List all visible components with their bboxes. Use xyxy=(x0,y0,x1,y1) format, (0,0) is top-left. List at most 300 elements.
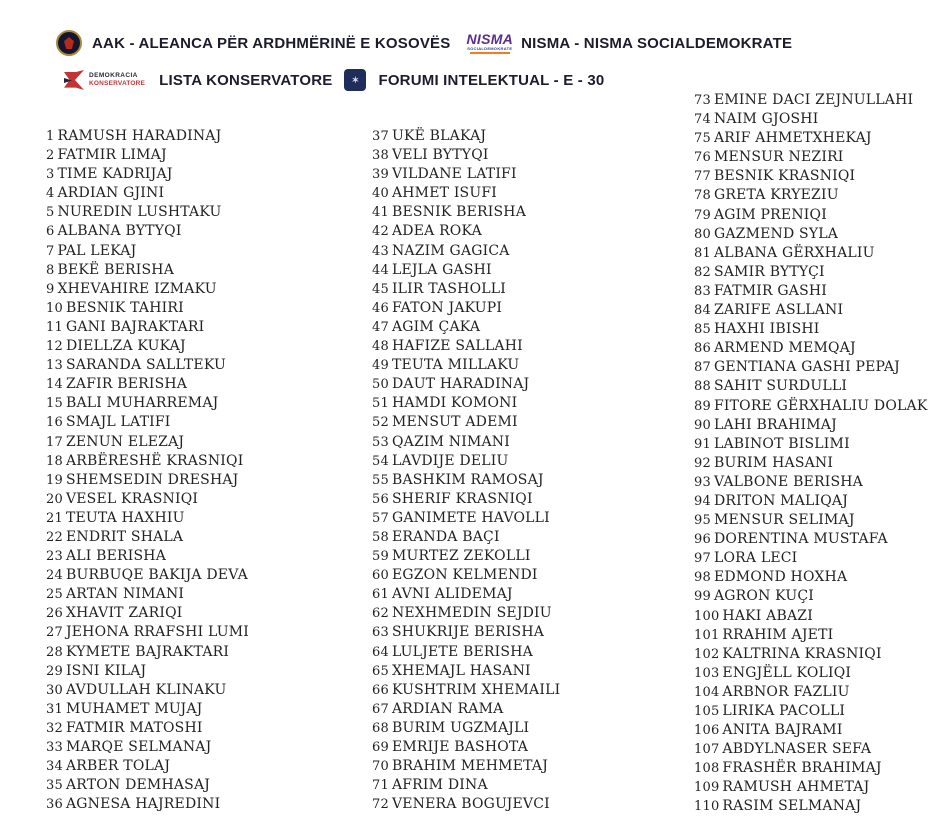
candidate-number: 51 xyxy=(372,396,389,412)
candidate-number: 6 xyxy=(46,224,55,240)
candidate-name: EMINE DACI ZEJNULLAHI xyxy=(713,92,914,108)
list-item xyxy=(694,339,928,358)
candidate-number: 74 xyxy=(694,112,711,128)
candidate-name: BALI MUHARREMAJ xyxy=(65,395,219,412)
candidate-number: 27 xyxy=(46,625,63,641)
candidate-name: RAMUSH AHMETAJ xyxy=(722,779,870,796)
list-item xyxy=(46,203,249,222)
demokracia-konservatore-logo-text xyxy=(89,72,145,88)
list-item xyxy=(372,509,560,528)
candidate-number: 69 xyxy=(372,740,389,755)
list-item xyxy=(694,607,928,626)
candidate-number: 13 xyxy=(46,358,63,374)
candidate-name: ENDRIT SHALA xyxy=(65,528,184,545)
candidate-name: KALTRINA KRASNIQI xyxy=(722,645,882,662)
candidate-name: ARTON DEMHASAJ xyxy=(65,777,211,794)
candidate-number: 64 xyxy=(372,644,389,660)
candidate-name: AHMET ISUFI xyxy=(391,185,497,202)
candidate-name: BESNIK TAHIRI xyxy=(65,299,184,316)
dk-logo-line2: KONSERVATORE xyxy=(89,80,146,87)
candidate-name: FITORE GËRXHALIU DOLAK xyxy=(713,397,928,414)
candidate-number: 89 xyxy=(694,398,711,414)
list-item xyxy=(46,662,249,681)
candidate-number: 101 xyxy=(694,627,720,643)
aak-party-label: AAK - ALEANCA PËR ARDHMËRINË E KOSOVËS xyxy=(92,34,451,52)
candidate-number: 43 xyxy=(372,243,389,259)
candidate-number: 77 xyxy=(694,169,711,185)
candidate-name: GRETA KRYEZIU xyxy=(713,187,839,204)
list-item xyxy=(694,225,928,244)
candidate-name: SHERIF KRASNIQI xyxy=(391,490,533,507)
list-item xyxy=(372,413,560,432)
candidate-name: MURTEZ ZEKOLLI xyxy=(391,548,531,565)
candidate-name: ENGJËLL KOLIQI xyxy=(722,664,852,681)
list-item xyxy=(372,471,560,490)
candidate-number: 105 xyxy=(694,704,720,719)
candidate-number: 50 xyxy=(372,377,389,393)
list-item xyxy=(694,797,928,816)
list-item xyxy=(372,795,560,814)
candidate-number: 10 xyxy=(46,300,63,316)
candidate-number: 2 xyxy=(46,148,55,164)
candidate-column-1 xyxy=(46,127,249,814)
candidate-name: AVDULLAH KLINAKU xyxy=(65,681,227,698)
candidate-number: 54 xyxy=(372,453,389,469)
candidate-name: BESNIK KRASNIQI xyxy=(713,168,856,185)
dk-logo-line1: DEMOKRACIA xyxy=(89,72,138,79)
candidate-name: KYMETE BAJRAKTARI xyxy=(65,643,230,660)
candidate-number: 84 xyxy=(694,303,711,319)
candidate-number: 109 xyxy=(694,780,720,796)
candidate-name: LEJLA GASHI xyxy=(391,261,492,278)
list-item xyxy=(694,301,928,320)
candidate-name: XHEMAJL HASANI xyxy=(391,662,531,679)
list-item xyxy=(694,530,928,549)
lista-konservatore-label: LISTA KONSERVATORE xyxy=(159,71,333,89)
candidate-name: FRASHËR BRAHIMAJ xyxy=(722,760,882,777)
candidate-name: ABDYLNASER SEFA xyxy=(722,741,872,758)
list-item xyxy=(694,587,928,606)
candidate-column-3 xyxy=(694,91,928,817)
candidate-number: 22 xyxy=(46,529,63,545)
candidate-number: 86 xyxy=(694,341,711,357)
candidate-name: AGIM PRENIQI xyxy=(713,206,827,223)
candidate-name: LABINOT BISLIMI xyxy=(713,435,850,452)
candidate-name: FATON JAKUPI xyxy=(391,299,503,316)
candidate-name: ALI BERISHA xyxy=(65,548,167,565)
candidate-name: RASIM SELMANAJ xyxy=(722,798,862,815)
list-item xyxy=(372,757,560,776)
candidate-name: JEHONA RRAFSHI LUMI xyxy=(65,624,249,641)
candidate-name: DRITON MALIQAJ xyxy=(713,492,849,509)
candidate-number: 45 xyxy=(372,281,389,297)
list-item xyxy=(372,662,560,681)
candidate-number: 37 xyxy=(372,129,389,144)
candidate-number: 60 xyxy=(372,568,389,584)
candidate-number: 81 xyxy=(694,245,711,261)
candidate-number: 110 xyxy=(694,799,720,815)
list-item xyxy=(372,719,560,738)
list-item xyxy=(694,397,928,416)
list-item xyxy=(46,394,249,413)
candidate-name: SARANDA SALLTEKU xyxy=(65,357,227,374)
candidate-name: SHUKRIJE BERISHA xyxy=(391,624,545,641)
candidate-name: ARDIAN GJINI xyxy=(57,185,165,202)
list-item xyxy=(694,377,928,396)
candidate-number: 108 xyxy=(694,761,720,777)
list-item xyxy=(372,337,560,356)
candidate-name: BURBUQE BAKIJA DEVA xyxy=(65,567,248,584)
candidate-number: 38 xyxy=(372,148,389,164)
candidate-number: 87 xyxy=(694,360,711,376)
candidate-number: 47 xyxy=(372,319,389,335)
candidate-name: MUHAMET MUJAJ xyxy=(65,700,203,717)
candidate-name: VILDANE LATIFI xyxy=(391,166,517,183)
list-item xyxy=(372,146,560,165)
nisma-party-label: NISMA - NISMA SOCIALDEMOKRATE xyxy=(521,34,793,52)
candidate-number: 107 xyxy=(694,742,720,758)
candidate-number: 75 xyxy=(694,131,711,147)
candidate-name: NAZIM GAGICA xyxy=(391,242,510,259)
candidate-number: 102 xyxy=(694,646,720,662)
list-item xyxy=(694,645,928,664)
candidate-name: FATMIR MATOSHI xyxy=(65,719,203,736)
candidate-number: 42 xyxy=(372,224,389,240)
aak-emblem-icon xyxy=(56,30,82,56)
candidate-number: 46 xyxy=(372,300,389,316)
list-item xyxy=(372,394,560,413)
list-item xyxy=(46,184,249,203)
candidate-name: RAMUSH HARADINAJ xyxy=(57,128,222,144)
list-item xyxy=(372,566,560,585)
candidate-name: NEXHMEDIN SEJDIU xyxy=(391,605,552,622)
list-item xyxy=(694,206,928,225)
candidate-number: 65 xyxy=(372,663,389,679)
candidate-name: HAKI ABAZI xyxy=(722,607,813,624)
candidate-number: 24 xyxy=(46,568,63,584)
candidate-name: SHEMSEDIN DRESHAJ xyxy=(65,471,239,488)
candidate-number: 104 xyxy=(694,684,720,700)
candidate-number: 28 xyxy=(46,644,63,660)
list-item xyxy=(694,263,928,282)
candidate-number: 14 xyxy=(46,377,63,393)
list-item xyxy=(372,738,560,757)
candidate-number: 16 xyxy=(46,415,63,431)
candidate-number: 93 xyxy=(694,474,711,490)
candidate-number: 72 xyxy=(372,797,389,813)
list-item xyxy=(46,413,249,432)
candidate-name: XHAVIT ZARIQI xyxy=(65,605,183,622)
candidate-name: ERANDA BAÇI xyxy=(391,528,500,545)
candidate-number: 20 xyxy=(46,491,63,507)
candidate-name: QAZIM NIMANI xyxy=(391,433,510,450)
candidate-name: VENERA BOGUJEVCI xyxy=(391,796,550,813)
list-item xyxy=(694,511,928,530)
candidate-name: DAUT HARADINAJ xyxy=(391,376,530,393)
list-item xyxy=(46,681,249,700)
list-item xyxy=(694,129,928,148)
list-item xyxy=(694,721,928,740)
nisma-logo-icon xyxy=(466,32,513,54)
candidate-name: ZAFIR BERISHA xyxy=(65,376,188,393)
candidate-number: 1 xyxy=(46,129,55,144)
candidate-number: 52 xyxy=(372,415,389,431)
candidate-number: 95 xyxy=(694,513,711,529)
list-item xyxy=(372,261,560,280)
list-item xyxy=(46,585,249,604)
candidate-number: 88 xyxy=(694,379,711,395)
list-item xyxy=(372,681,560,700)
list-item xyxy=(372,604,560,623)
candidate-name: ARBËRESHË KRASNIQI xyxy=(65,452,244,469)
candidate-name: AFRIM DINA xyxy=(391,777,488,794)
candidate-number: 61 xyxy=(372,587,389,603)
candidate-name: AGNESA HAJREDINI xyxy=(65,796,221,813)
candidate-number: 8 xyxy=(46,262,55,278)
candidate-name: ARTAN NIMANI xyxy=(65,586,185,603)
candidate-number: 103 xyxy=(694,665,720,681)
candidate-number: 49 xyxy=(372,358,389,374)
candidate-name: ADEA ROKA xyxy=(391,223,482,240)
list-item xyxy=(694,473,928,492)
list-item xyxy=(46,433,249,452)
list-item xyxy=(694,759,928,778)
list-item xyxy=(46,242,249,261)
candidate-number: 96 xyxy=(694,532,711,548)
list-item xyxy=(46,547,249,566)
candidate-number: 56 xyxy=(372,491,389,507)
list-item xyxy=(46,299,249,318)
list-item xyxy=(46,318,249,337)
candidate-name: ARBER TOLAJ xyxy=(65,758,171,775)
candidate-number: 41 xyxy=(372,205,389,221)
candidate-name: AGIM ÇAKA xyxy=(391,318,481,335)
list-item xyxy=(372,375,560,394)
candidate-number: 83 xyxy=(694,283,711,299)
list-item xyxy=(46,337,249,356)
list-item xyxy=(694,683,928,702)
candidate-name: AGRON KUÇI xyxy=(713,588,814,605)
candidate-name: GENTIANA GASHI PEPAJ xyxy=(713,359,900,376)
list-item xyxy=(372,700,560,719)
candidate-number: 19 xyxy=(46,472,63,488)
candidate-name: LORA LECI xyxy=(713,550,798,567)
list-item xyxy=(372,528,560,547)
candidate-name: SAHIT SURDULLI xyxy=(713,378,848,395)
list-item xyxy=(694,435,928,454)
list-item xyxy=(46,757,249,776)
list-item xyxy=(694,282,928,301)
list-item xyxy=(46,280,249,299)
candidate-number: 91 xyxy=(694,436,711,452)
list-item xyxy=(372,222,560,241)
list-item xyxy=(694,626,928,645)
list-item xyxy=(46,776,249,795)
candidate-number: 23 xyxy=(46,549,63,565)
candidate-name: VELI BYTYQI xyxy=(391,147,489,164)
list-item xyxy=(372,643,560,662)
candidate-number: 79 xyxy=(694,207,711,223)
candidate-name: BASHKIM RAMOSAJ xyxy=(391,471,544,488)
list-item xyxy=(372,356,560,375)
candidate-name: MENSUR SELIMAJ xyxy=(713,512,855,529)
candidate-number: 29 xyxy=(46,663,63,679)
candidate-number: 63 xyxy=(372,625,389,641)
candidate-name: ARDIAN RAMA xyxy=(391,700,504,717)
candidate-name: LAHI BRAHIMAJ xyxy=(713,416,837,433)
candidate-number: 98 xyxy=(694,570,711,586)
candidate-number: 68 xyxy=(372,720,389,736)
candidate-name: DORENTINA MUSTAFA xyxy=(713,531,888,548)
candidate-name: ARMEND MEMQAJ xyxy=(713,340,856,357)
list-item xyxy=(372,547,560,566)
candidate-name: NAIM GJOSHI xyxy=(713,111,819,128)
candidate-column-2 xyxy=(372,127,560,814)
candidate-number: 7 xyxy=(46,243,55,259)
candidate-number: 58 xyxy=(372,529,389,545)
candidate-number: 44 xyxy=(372,262,389,278)
candidate-number: 11 xyxy=(46,319,63,335)
candidate-number: 82 xyxy=(694,264,711,280)
list-item xyxy=(694,186,928,205)
candidate-name: TEUTA HAXHIU xyxy=(65,509,185,526)
candidate-number: 94 xyxy=(694,493,711,509)
list-item xyxy=(694,702,928,721)
list-item xyxy=(46,471,249,490)
candidate-name: RRAHIM AJETI xyxy=(722,626,834,643)
list-item xyxy=(46,356,249,375)
candidate-number: 71 xyxy=(372,778,389,794)
forumi-intelektual-label: FORUMI INTELEKTUAL - E - 30 xyxy=(378,71,605,89)
list-item xyxy=(694,549,928,568)
candidate-name: ALBANA BYTYQI xyxy=(57,223,182,240)
demokracia-konservatore-mark-icon xyxy=(64,70,84,90)
header-line-2 xyxy=(64,64,604,96)
candidate-number: 31 xyxy=(46,701,63,717)
candidate-number: 59 xyxy=(372,549,389,565)
list-item xyxy=(372,433,560,452)
list-item xyxy=(46,643,249,662)
candidate-number: 53 xyxy=(372,434,389,450)
list-item xyxy=(694,148,928,167)
list-item xyxy=(46,222,249,241)
list-item xyxy=(46,566,249,585)
list-item xyxy=(46,375,249,394)
candidate-name: KUSHTRIM XHEMAILI xyxy=(391,681,561,698)
candidate-name: BRAHIM MEHMETAJ xyxy=(391,758,549,775)
list-item xyxy=(372,203,560,222)
list-item xyxy=(694,91,928,110)
candidate-name: DIELLZA KUKAJ xyxy=(65,338,186,355)
list-item xyxy=(46,528,249,547)
candidate-number: 73 xyxy=(694,93,711,108)
list-item xyxy=(694,110,928,129)
candidate-name: GAZMEND SYLA xyxy=(713,225,839,242)
nisma-underline-bar xyxy=(470,52,510,54)
candidate-number: 9 xyxy=(46,281,55,297)
list-item xyxy=(694,454,928,473)
candidate-number: 18 xyxy=(46,453,63,469)
candidate-number: 35 xyxy=(46,778,63,794)
list-item xyxy=(46,795,249,814)
candidate-number: 36 xyxy=(46,797,63,813)
list-item xyxy=(46,490,249,509)
list-item xyxy=(372,165,560,184)
candidate-number: 99 xyxy=(694,589,711,605)
candidate-name: GANI BAJRAKTARI xyxy=(65,318,205,335)
list-item xyxy=(694,568,928,587)
list-item xyxy=(46,146,249,165)
candidate-name: FATMIR LIMAJ xyxy=(57,147,167,164)
candidate-name: AVNI ALIDEMAJ xyxy=(391,586,513,603)
list-item xyxy=(46,738,249,757)
candidate-number: 106 xyxy=(694,723,720,739)
candidate-name: EMRIJE BASHOTA xyxy=(391,739,529,755)
list-item xyxy=(694,167,928,186)
list-item xyxy=(46,623,249,642)
candidate-name: ARBNOR FAZLIU xyxy=(722,683,850,700)
list-item xyxy=(372,776,560,795)
list-item xyxy=(694,492,928,511)
list-item xyxy=(46,719,249,738)
candidate-name: HAMDI KOMONI xyxy=(391,395,518,412)
candidate-number: 30 xyxy=(46,682,63,698)
candidate-number: 3 xyxy=(46,167,55,183)
candidate-name: BURIM UGZMAJLI xyxy=(391,719,530,736)
list-item xyxy=(694,664,928,683)
candidate-name: EGZON KELMENDI xyxy=(391,567,538,584)
candidate-name: ILIR TASHOLLI xyxy=(391,280,506,297)
candidate-name: ALBANA GËRXHALIU xyxy=(713,244,875,261)
nisma-wordmark-text: NISMA xyxy=(466,31,514,47)
candidate-name: ZENUN ELEZAJ xyxy=(65,433,185,450)
list-item xyxy=(372,299,560,318)
list-item xyxy=(372,242,560,261)
candidate-name: NUREDIN LUSHTAKU xyxy=(57,204,222,221)
candidate-name: SMAJL LATIFI xyxy=(65,414,171,431)
candidate-number: 4 xyxy=(46,186,55,202)
candidate-name: SAMIR BYTYÇI xyxy=(713,263,825,280)
candidate-number: 26 xyxy=(46,606,63,622)
candidate-name: MARQE SELMANAJ xyxy=(65,739,212,755)
candidate-number: 33 xyxy=(46,740,63,755)
candidate-number: 57 xyxy=(372,510,389,526)
candidate-number: 70 xyxy=(372,759,389,775)
candidate-number: 25 xyxy=(46,587,63,603)
candidate-number: 97 xyxy=(694,551,711,567)
candidate-number: 17 xyxy=(46,434,63,450)
candidate-number: 78 xyxy=(694,188,711,204)
candidate-number: 85 xyxy=(694,322,711,338)
candidate-name: HAXHI IBISHI xyxy=(713,321,820,338)
list-item xyxy=(372,452,560,471)
list-item xyxy=(372,623,560,642)
candidate-name: LIRIKA PACOLLI xyxy=(722,703,846,719)
candidate-number: 100 xyxy=(694,608,720,624)
list-item xyxy=(694,244,928,263)
candidate-name: ANITA BAJRAMI xyxy=(722,722,843,739)
list-item xyxy=(46,604,249,623)
candidate-name: LAVDIJE DELIU xyxy=(391,452,509,469)
candidate-name: VALBONE BERISHA xyxy=(713,473,863,490)
nisma-wordmark-subtext: SOCIALDEMOKRATE xyxy=(467,46,513,51)
candidate-name: BESNIK BERISHA xyxy=(391,204,527,221)
candidate-number: 55 xyxy=(372,472,389,488)
candidate-name: TIME KADRIJAJ xyxy=(57,166,173,183)
candidate-number: 90 xyxy=(694,417,711,433)
candidate-number: 80 xyxy=(694,226,711,242)
candidate-number: 67 xyxy=(372,701,389,717)
